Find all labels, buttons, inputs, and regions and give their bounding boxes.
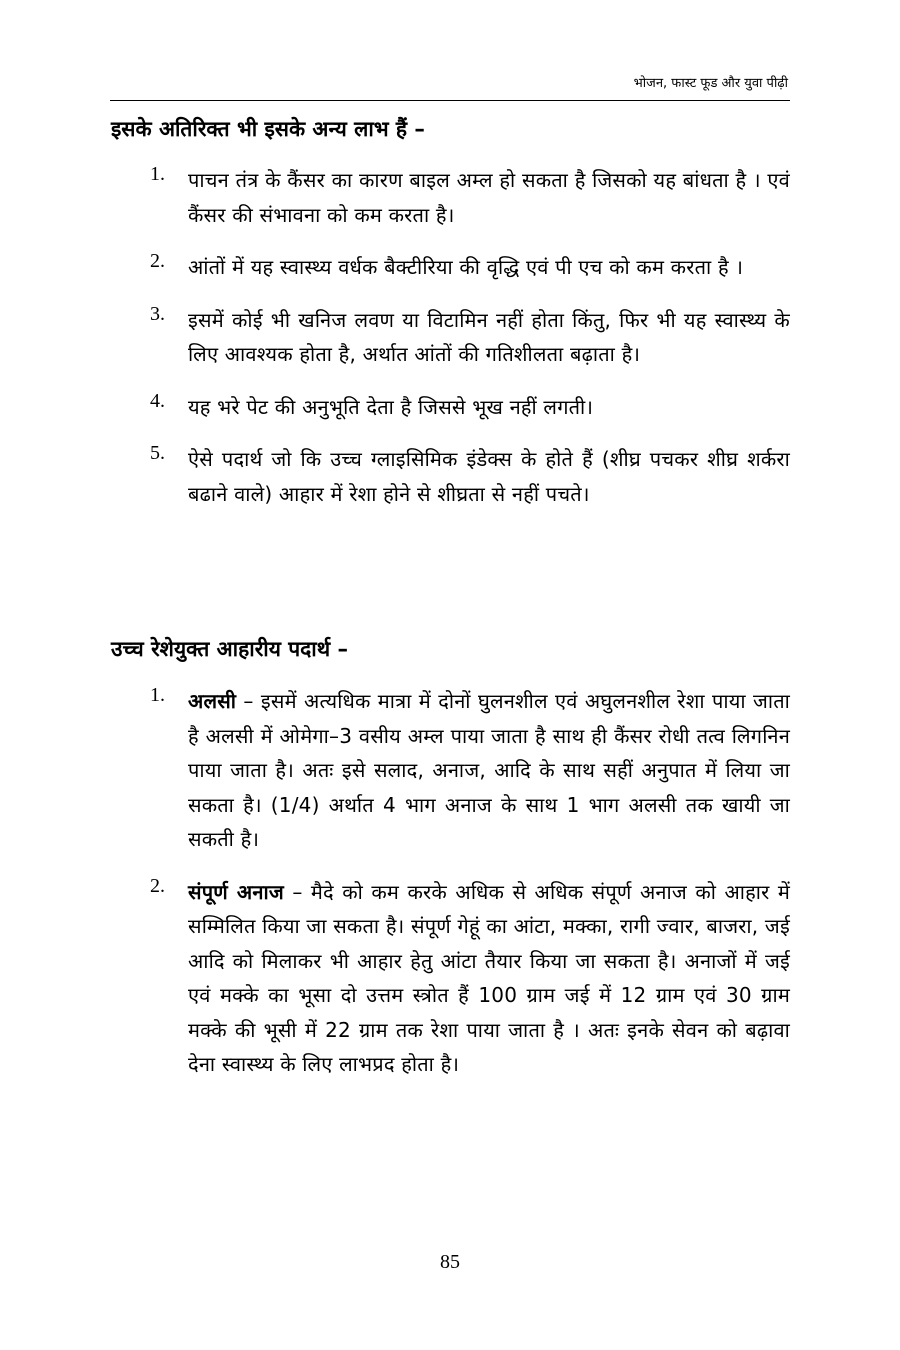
list-item-text: यह भरे पेट की अनुभूति देता है जिससे भूख नहीं लगती। <box>188 394 594 419</box>
list-item-text: इसमें कोई भी खनिज लवण या विटामिन नहीं होता किंतु, फिर भी यह स्वास्थ्य के लिए आवश्यक होता है, अर्थात आंतों की गतिशीलता बढ़ाता है। <box>188 307 790 366</box>
list-item-term: संपूर्ण अनाज <box>188 879 284 904</box>
page-number: 85 <box>440 1251 460 1273</box>
list-item <box>150 390 790 425</box>
section-heading-high-fiber-foods: उच्च रेशेयुक्त आहारीय पदार्थ – <box>111 637 348 661</box>
list-item-description: – मैदे को कम करके अधिक से अधिक संपूर्ण अनाज को आहार में सम्मिलित किया जा सकता है। संपूर्ण गेहूं का आंटा, मक्का, रागी ज्वार, बाजरा, जई आदि को मिलाकर भी आहार हेतु आंटा तैयार किया जा सकता है। अनाजों में जई एवं मक्के का भूसा दो उत्तम स्त्रोत हैं 100 ग्राम जई में 12 ग्राम एवं 30 ग्राम मक्के की भूसी में 22 ग्राम तक रेशा पाया जाता है । अतः इनके सेवन को बढ़ावा देना स्वास्थ्य के लिए लाभप्रद होता है। <box>188 879 791 1076</box>
list-item <box>150 163 790 232</box>
list-item-text: आंतों में यह स्वास्थ्य वर्धक बैक्टीरिया की वृद्धि एवं पी एच को कम करता है । <box>188 255 744 279</box>
header-rule <box>110 100 790 101</box>
list-item-text <box>188 875 790 1082</box>
list-item-number: 2. <box>150 874 165 897</box>
list-item-number: 2. <box>150 250 165 272</box>
benefits-list <box>150 163 790 511</box>
list-item-term: अलसी <box>188 689 237 713</box>
section-heading-benefits: इसके अतिरिक्त भी इसके अन्य लाभ हैं – <box>111 117 425 141</box>
high-fiber-foods-list <box>150 684 790 1082</box>
list-item <box>150 303 790 372</box>
list-item-number: 1. <box>150 684 165 706</box>
list-item <box>150 442 790 511</box>
list-item-text: ऐसे पदार्थ जो कि उच्च ग्लाइसिमिक इंडेक्स के होते हैं (शीघ्र पचकर शीघ्र शर्करा बढाने वाले) आहार में रेशा होने से शीघ्रता से नहीं पचते। <box>188 447 790 506</box>
list-item <box>150 684 790 857</box>
list-item <box>150 875 790 1082</box>
list-item <box>150 250 790 285</box>
list-item-number: 4. <box>150 389 165 412</box>
list-item-number: 1. <box>150 163 165 185</box>
list-item-number: 5. <box>150 442 165 464</box>
list-item-number: 3. <box>150 302 165 325</box>
list-item-text <box>188 684 790 857</box>
running-header: भोजन, फास्ट फूड और युवा पीढ़ी <box>633 76 788 91</box>
list-item-description: – इसमें अत्यधिक मात्रा में दोनों घुलनशील एवं अघुलनशील रेशा पाया जाता है अलसी में ओमेगा–3 वसीय अम्ल पाया जाता है साथ ही कैंसर रोधी तत्व लिगनिन पाया जाता है। अतः इसे सलाद, अनाज, आदि के साथ सहीं अनुपात में लिया जा सकता है। (1/4) अर्थात 4 भाग अनाज के साथ 1 भाग अलसी तक खायी जा सकती है। <box>188 689 790 851</box>
list-item-text: पाचन तंत्र के कैंसर का कारण बाइल अम्ल हो सकता है जिसको यह बांधता है । एवं कैंसर की संभावना को कम करता है। <box>188 168 790 227</box>
